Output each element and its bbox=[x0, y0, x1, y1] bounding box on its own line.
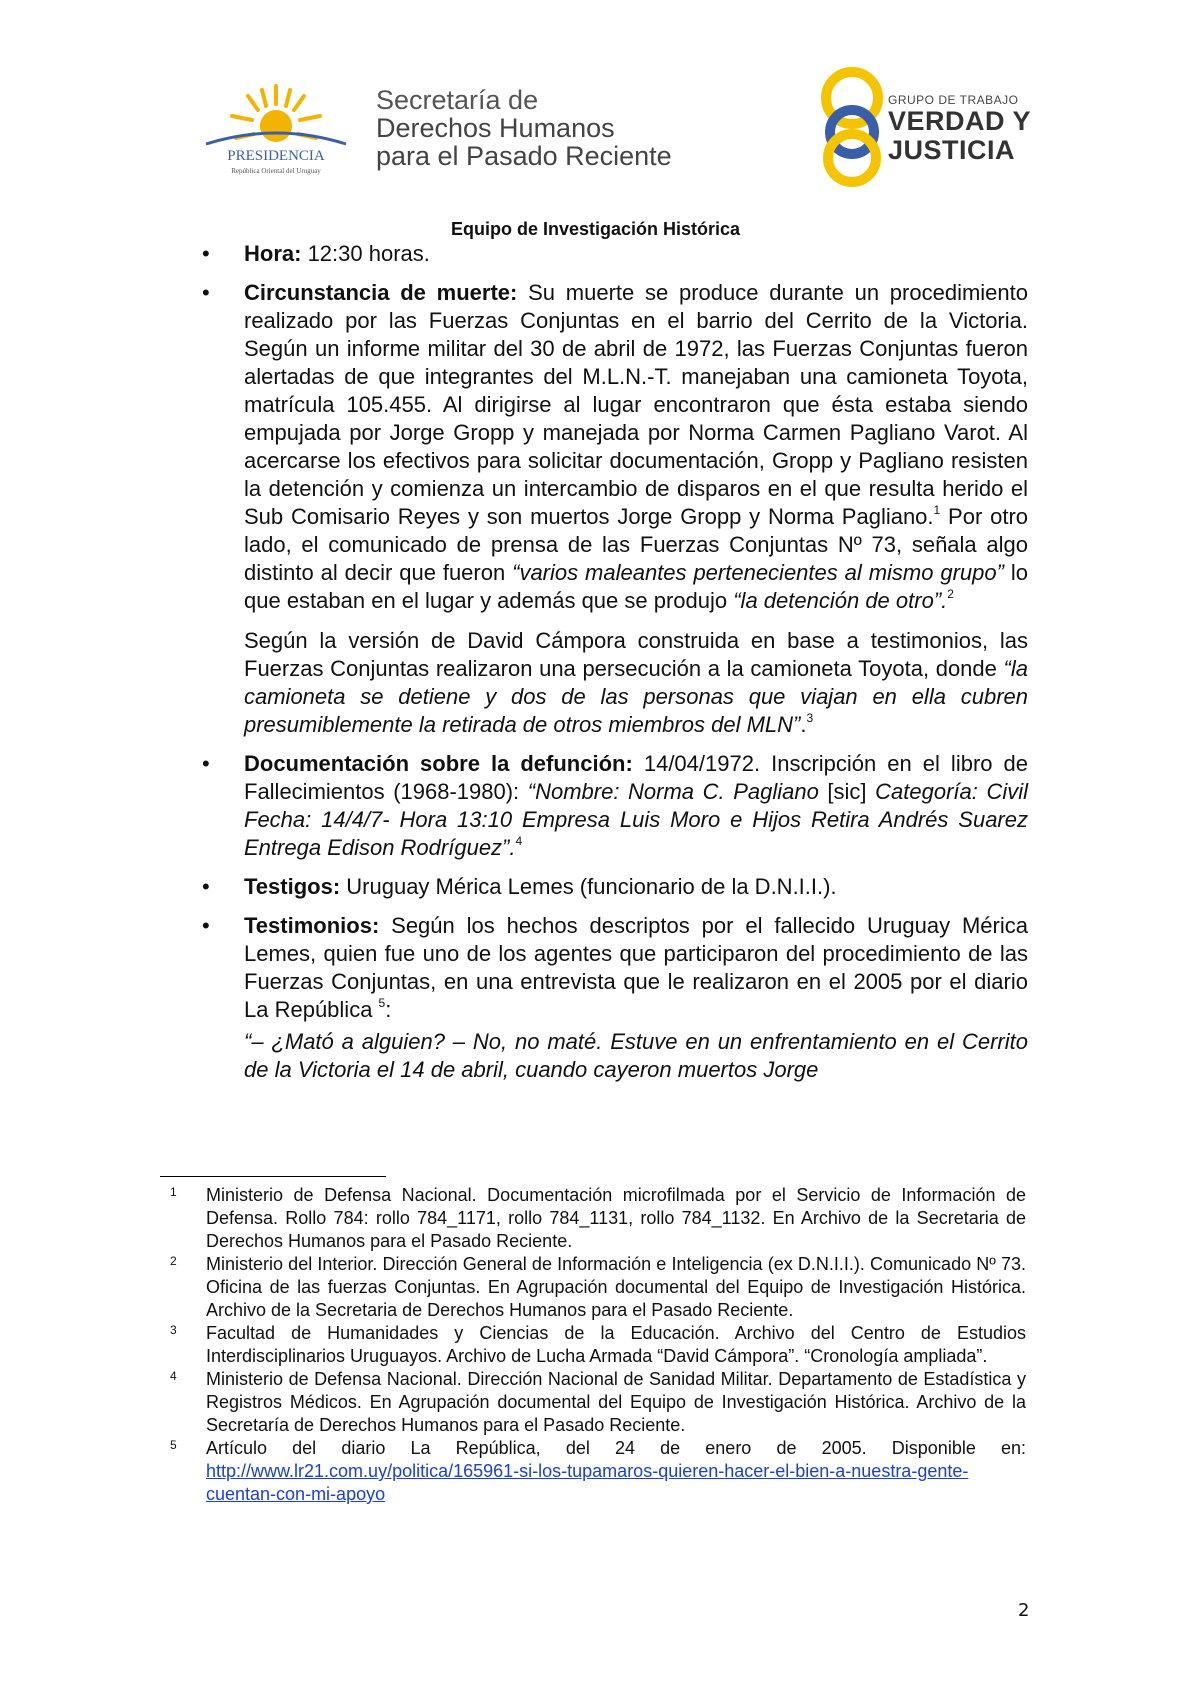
footnote-ref: 2 bbox=[947, 586, 954, 601]
footnote-number: 3 bbox=[170, 1323, 177, 1337]
source-link[interactable]: http://www.lr21.com.uy/politica/165961-si-los-tupamaros-quieren-hacer-el-bien-a-nuestra-gente-cuentan-con-mi-apoyo bbox=[206, 1461, 969, 1504]
footnote-5 bbox=[160, 1437, 1026, 1506]
footnote-text: Ministerio de Defensa Nacional. Dirección Nacional de Sanidad Militar. Departamento de Estadística y Registros Médicos. En Agrupación documental del Equipo de Investigación Histórica. Archivo de la Secretaría de Derechos Humanos para el Pasado Reciente. bbox=[206, 1369, 1026, 1435]
vyj-small-text: GRUPO DE TRABAJO bbox=[888, 93, 1019, 107]
svg-text:República Oriental del Uruguay: República Oriental del Uruguay bbox=[231, 167, 321, 175]
quote: “la detención de otro”. bbox=[733, 588, 948, 613]
item-testimonios bbox=[202, 912, 1028, 1084]
item-circunstancia bbox=[202, 279, 1028, 739]
item-text: 14/04/1972. Inscripción en el libro de Fallecimientos (1968-1980): bbox=[244, 751, 1029, 804]
footnotes bbox=[160, 1184, 1026, 1506]
footnote-1 bbox=[160, 1184, 1026, 1253]
secretaria-line-1: Secretaría de bbox=[376, 85, 539, 115]
item-text: [sic] bbox=[818, 779, 876, 804]
team-heading: Equipo de Investigación Histórica bbox=[450, 219, 741, 239]
item-text: Según la versión de David Cámpora construida en base a testimonios, las Fuerzas Conjuntas realizaron una persecución a la camioneta Toyota, donde bbox=[244, 628, 1028, 681]
quote: “varios maleantes pertenecientes al mismo grupo” bbox=[512, 560, 1004, 585]
paragraph bbox=[244, 279, 1028, 615]
interview-quote: “– ¿Mató a alguien? – No, no maté. Estuve en un enfrentamiento en el Cerrito de la Victoria el 14 de abril, cuando cayeron muertos Jorge bbox=[244, 1029, 1028, 1082]
paragraph bbox=[244, 627, 1028, 739]
secretaria-line-3: para el Pasado Reciente bbox=[376, 141, 672, 171]
svg-text:PRESIDENCIA: PRESIDENCIA bbox=[227, 148, 325, 164]
item-text: : bbox=[385, 997, 392, 1022]
footnote-number: 1 bbox=[170, 1185, 177, 1199]
item-label: Testimonios: bbox=[244, 913, 380, 938]
item-text: Según los hechos descriptos por el fallecido Uruguay Mérica Lemes, quien fue uno de los agentes que participaron del procedimiento de las Fuerzas Conjuntas, en una entrevista que le realizaron en el 2005 por el diario La República bbox=[244, 913, 1028, 1022]
footnote-4 bbox=[160, 1368, 1026, 1437]
item-text: 12:30 horas. bbox=[301, 241, 430, 266]
footnote-text: Facultad de Humanidades y Ciencias de la Educación. Archivo del Centro de Estudios Interdisciplinarios Uruguayos. Archivo de Lucha Armada “David Cámpora”. “Cronología ampliada”. bbox=[206, 1323, 1026, 1366]
footnote-number: 4 bbox=[170, 1369, 177, 1383]
item-text: Por otro lado, el comunicado de prensa de las Fuerzas Conjuntas Nº 73, señala algo distinto al decir que fueron bbox=[244, 504, 1029, 585]
footnote-divider bbox=[160, 1176, 386, 1177]
paragraph bbox=[244, 750, 1028, 862]
footnote-2 bbox=[160, 1253, 1026, 1322]
quote: Categoría: Civil Fecha: 14/4/7- Hora 13:10 Empresa Luis Moro e Hijos Retira Andrés Suarez Entrega Edison Rodríguez”. bbox=[244, 779, 1028, 860]
item-documentacion bbox=[202, 750, 1028, 862]
item-text: . bbox=[800, 712, 807, 737]
paragraph bbox=[244, 912, 1028, 1024]
item-text: Uruguay Mérica Lemes (funcionario de la D.N.I.I.). bbox=[340, 874, 837, 899]
bullet: • bbox=[202, 913, 210, 938]
footnote-text: Ministerio del Interior. Dirección General de Información e Inteligencia (ex D.N.I.I.). Comunicado Nº 73. Oficina de las fuerzas Conjuntas. En Agrupación documental del Equipo de Investigación Histórica. Archivo de la Secretaria de Derechos Humanos para el Pasado Reciente. bbox=[206, 1254, 1026, 1320]
quote: “Nombre: Norma C. Pagliano bbox=[527, 779, 819, 804]
item-text: lo que estaban en el lugar y además que se produjo bbox=[244, 560, 1028, 613]
footnote-text: Ministerio de Defensa Nacional. Documentación microfilmada por el Servicio de Información de Defensa. Rollo 784: rollo 784_1171, rollo 784_1131, rollo 784_1132. En Archivo de la Secretaria de Derechos Humanos para el Pasado Reciente. bbox=[206, 1185, 1026, 1251]
secretaria-title bbox=[376, 86, 672, 170]
secretaria-line-2: Derechos Humanos bbox=[376, 113, 615, 143]
document-body bbox=[202, 240, 1028, 1095]
sun-emblem-icon bbox=[196, 82, 356, 176]
item-label: Hora: bbox=[244, 241, 302, 266]
footnote-text: Artículo del diario La República, del 24 de enero de 2005. Disponible en: bbox=[206, 1438, 1026, 1458]
footnote-3 bbox=[160, 1322, 1026, 1368]
item-testigos bbox=[202, 873, 1028, 901]
bullet: • bbox=[202, 241, 210, 266]
vyj-line-2: JUSTICIA bbox=[888, 135, 1016, 165]
footnote-number: 2 bbox=[170, 1254, 177, 1268]
item-text: Su muerte se produce durante un procedimiento realizado por las Fuerzas Conjuntas en el barrio del Cerrito de la Victoria. Según un informe militar del 30 de abril de 1972, las Fuerzas Conjuntas fueron alertadas de que integrantes del M.L.N.-T. manejaban una camioneta Toyota, matrícula 105.455. Al dirigirse al lugar encontraron que ésta estaba siendo empujada por Jorge Gropp y manejada por Norma Carmen Pagliano Varot. Al acercarse los efectivos para solicitar documentación, Gropp y Pagliano resisten la detención y comienza un intercambio de disparos en el que resulta herido el Sub Comisario Reyes y son muertos Jorge Gropp y Norma Pagliano. bbox=[244, 280, 1028, 529]
presidencia-logo bbox=[196, 82, 356, 176]
footnote-ref: 5 bbox=[378, 995, 386, 1010]
footnote-ref: 1 bbox=[933, 502, 941, 517]
item-label: Testigos: bbox=[244, 874, 341, 899]
bullet: • bbox=[202, 751, 210, 776]
footnote-number: 5 bbox=[170, 1438, 177, 1452]
paragraph bbox=[244, 873, 1028, 901]
item-label: Circunstancia de muerte: bbox=[244, 280, 518, 305]
footnote-ref: 3 bbox=[806, 710, 814, 725]
paragraph bbox=[244, 240, 1028, 268]
quote: “la camioneta se detiene y dos de las personas que viajan en ella cubren presumiblemente la retirada de otros miembros del MLN” bbox=[244, 656, 1028, 737]
item-hora bbox=[202, 240, 1028, 268]
vyj-line-1: VERDAD Y bbox=[888, 106, 1032, 136]
bullet: • bbox=[202, 874, 210, 899]
verdad-justicia-wordmark bbox=[888, 94, 1031, 164]
bullet: • bbox=[202, 280, 210, 305]
item-label: Documentación sobre la defunción: bbox=[244, 751, 633, 776]
page-number: 2 bbox=[1018, 1600, 1030, 1621]
footnote-ref: 4 bbox=[515, 833, 523, 848]
